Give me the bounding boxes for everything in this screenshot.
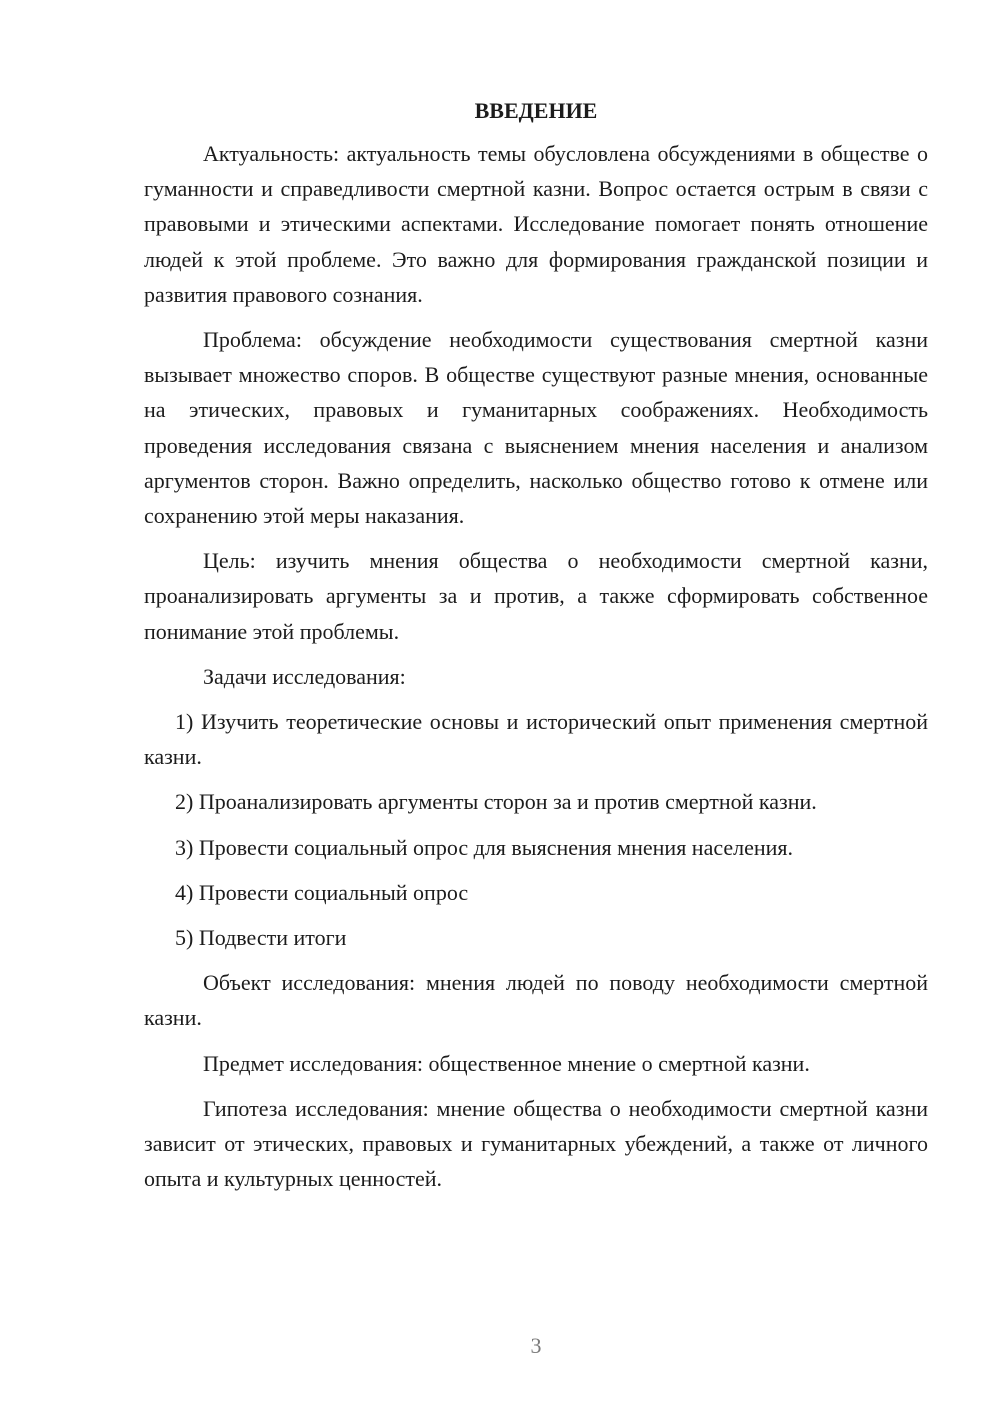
section-heading: ВВЕДЕНИЕ bbox=[474, 98, 598, 123]
task-item-5: 5) Подвести итоги bbox=[175, 925, 347, 951]
paragraph-relevance: Актуальность: актуальность темы обусловлена обсуждениями в обществе о гуманности и справедливости смертной казни. Вопрос остается острым в связи с правовыми и этическими аспектами. Исследование помогает понять отношение людей к этой проблеме. Это важно для формирования гражданской позиции и развития правового сознания. bbox=[144, 141, 928, 307]
document-page bbox=[144, 96, 928, 1206]
page-number: 3 bbox=[530, 1333, 542, 1358]
task-item-3: 3) Провести социальный опрос для выяснения мнения населения. bbox=[175, 834, 794, 860]
task-item-1: 1) Изучить теоретические основы и исторический опыт применения смертной казни. bbox=[144, 709, 928, 770]
paragraph-subject: Предмет исследования: общественное мнение о смертной казни. bbox=[203, 1050, 810, 1076]
task-item-2: 2) Проанализировать аргументы сторон за и против смертной казни. bbox=[175, 789, 817, 815]
paragraph-hypothesis: Гипотеза исследования: мнение общества о необходимости смертной казни зависит от этических, правовых и гуманитарных убеждений, а также от личного опыта и культурных ценностей. bbox=[144, 1095, 928, 1192]
paragraph-object: Объект исследования: мнения людей по поводу необходимости смертной казни. bbox=[144, 970, 928, 1031]
paragraph-problem: Проблема: обсуждение необходимости существования смертной казни вызывает множество споров. В обществе существуют разные мнения, основанные на этических, правовых и гуманитарных соображениях. Необходимость проведения исследования связана с выяснением мнения населения и анализом аргументов сторон. Важно определить, насколько общество готово к отмене или сохранению этой меры наказания. bbox=[144, 327, 928, 529]
task-item-4: 4) Провести социальный опрос bbox=[175, 879, 469, 905]
paragraph-goal: Цель: изучить мнения общества о необходимости смертной казни, проанализировать аргументы за и против, а также сформировать собственное понимание этой проблемы. bbox=[144, 548, 928, 644]
paragraph-tasks-heading: Задачи исследования: bbox=[203, 663, 406, 689]
